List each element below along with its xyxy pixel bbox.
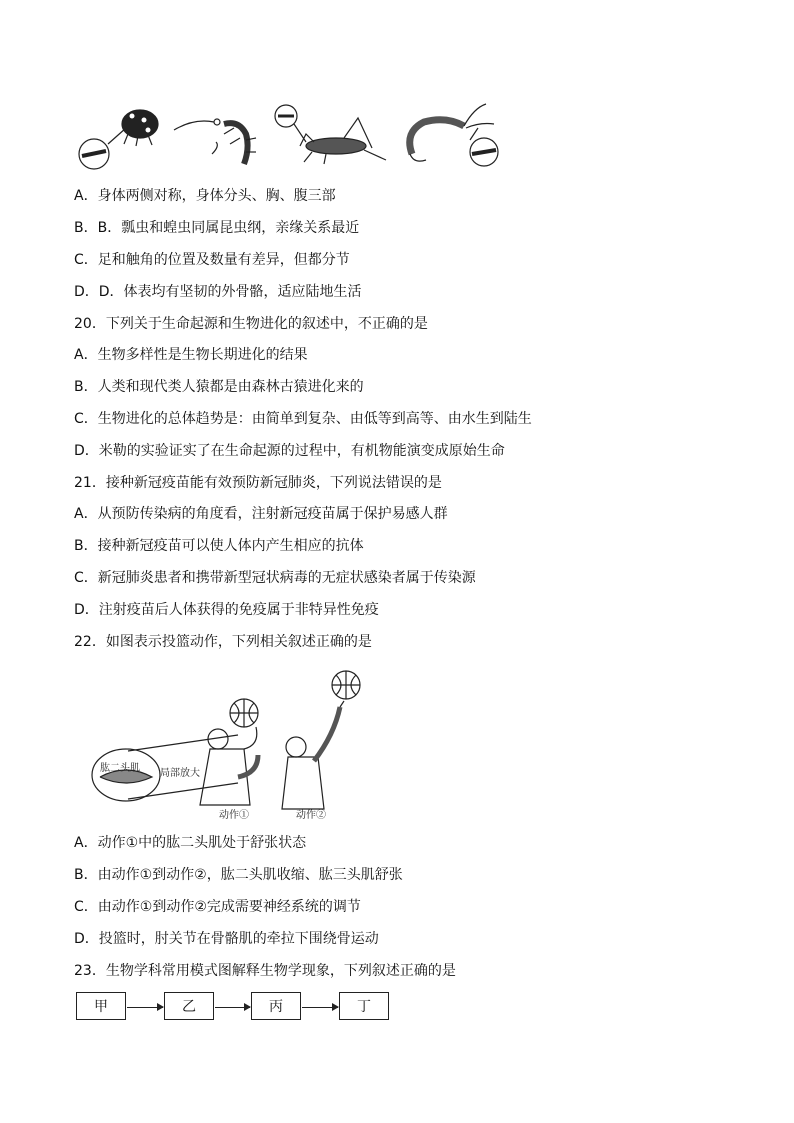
q20-option-a: A．生物多样性是生物长期进化的结果	[74, 347, 308, 363]
flow-box-ding: 丁	[339, 992, 389, 1020]
q20-option-d: D．米勒的实验证实了在生命起源的过程中，有机物能演变成原始生命	[74, 443, 505, 459]
q21-option-b: B．接种新冠疫苗可以使人体内产生相应的抗体	[74, 538, 364, 554]
arthropod-figure	[74, 98, 504, 172]
flow-arrow-3	[302, 1007, 338, 1008]
muscle-label: 肱二头肌	[100, 763, 140, 774]
player-2-body	[282, 757, 324, 809]
q19-option-d: D．D．体表均有坚韧的外骨骼，适应陆地生活	[74, 284, 362, 300]
centipede-drawing	[174, 119, 256, 164]
player-2-head	[286, 737, 306, 757]
q21-stem: 21．接种新冠疫苗能有效预防新冠肺炎，下列说法错误的是	[74, 475, 442, 491]
action-2-label: 动作②	[296, 810, 326, 821]
q21-option-d: D．注射疫苗后人体获得的免疫属于非特异性免疫	[74, 602, 379, 618]
q22-option-a: A．动作①中的肱二头肌处于舒张状态	[74, 835, 307, 851]
flow-box-jia: 甲	[76, 992, 126, 1020]
grasshopper-drawing	[275, 105, 386, 164]
basketball-figure	[88, 665, 378, 825]
q22-option-c: C．由动作①到动作②完成需要神经系统的调节	[74, 899, 361, 915]
flow-box-bing: 丙	[251, 992, 301, 1020]
q22-option-b: B．由动作①到动作②，肱二头肌收缩、肱三头肌舒张	[74, 867, 403, 883]
ladybug-drawing	[79, 110, 158, 169]
action-1-label: 动作①	[219, 810, 249, 821]
flow-arrow-2	[215, 1007, 250, 1008]
q19-option-c: C．足和触角的位置及数量有差异，但都分节	[74, 252, 350, 268]
zoom-label: 局部放大	[160, 768, 200, 779]
q21-option-a: A．从预防传染病的角度看，注射新冠疫苗属于保护易感人群	[74, 506, 448, 522]
q22-stem: 22．如图表示投篮动作，下列相关叙述正确的是	[74, 634, 372, 650]
q20-option-b: B．人类和现代类人猿都是由森林古猿进化来的	[74, 379, 364, 395]
q19-option-a: A．身体两侧对称，身体分头、胸、腹三部	[74, 188, 336, 204]
flow-arrow-1	[127, 1007, 163, 1008]
q19-option-b: B．B．瓢虫和蝗虫同属昆虫纲，亲缘关系最近	[74, 220, 360, 236]
q20-option-c: C．生物进化的总体趋势是：由简单到复杂、由低等到高等、由水生到陆生	[74, 411, 532, 427]
q21-option-c: C．新冠肺炎患者和携带新型冠状病毒的无症状感染者属于传染源	[74, 570, 476, 586]
q20-stem: 20．下列关于生命起源和生物进化的叙述中，不正确的是	[74, 316, 428, 332]
flow-box-yi: 乙	[164, 992, 214, 1020]
q23-stem: 23．生物学科常用模式图解释生物学现象，下列叙述正确的是	[74, 963, 456, 979]
q22-option-d: D．投篮时，肘关节在骨骼肌的牵拉下围绕骨运动	[74, 931, 379, 947]
shrimp-drawing	[410, 104, 498, 166]
